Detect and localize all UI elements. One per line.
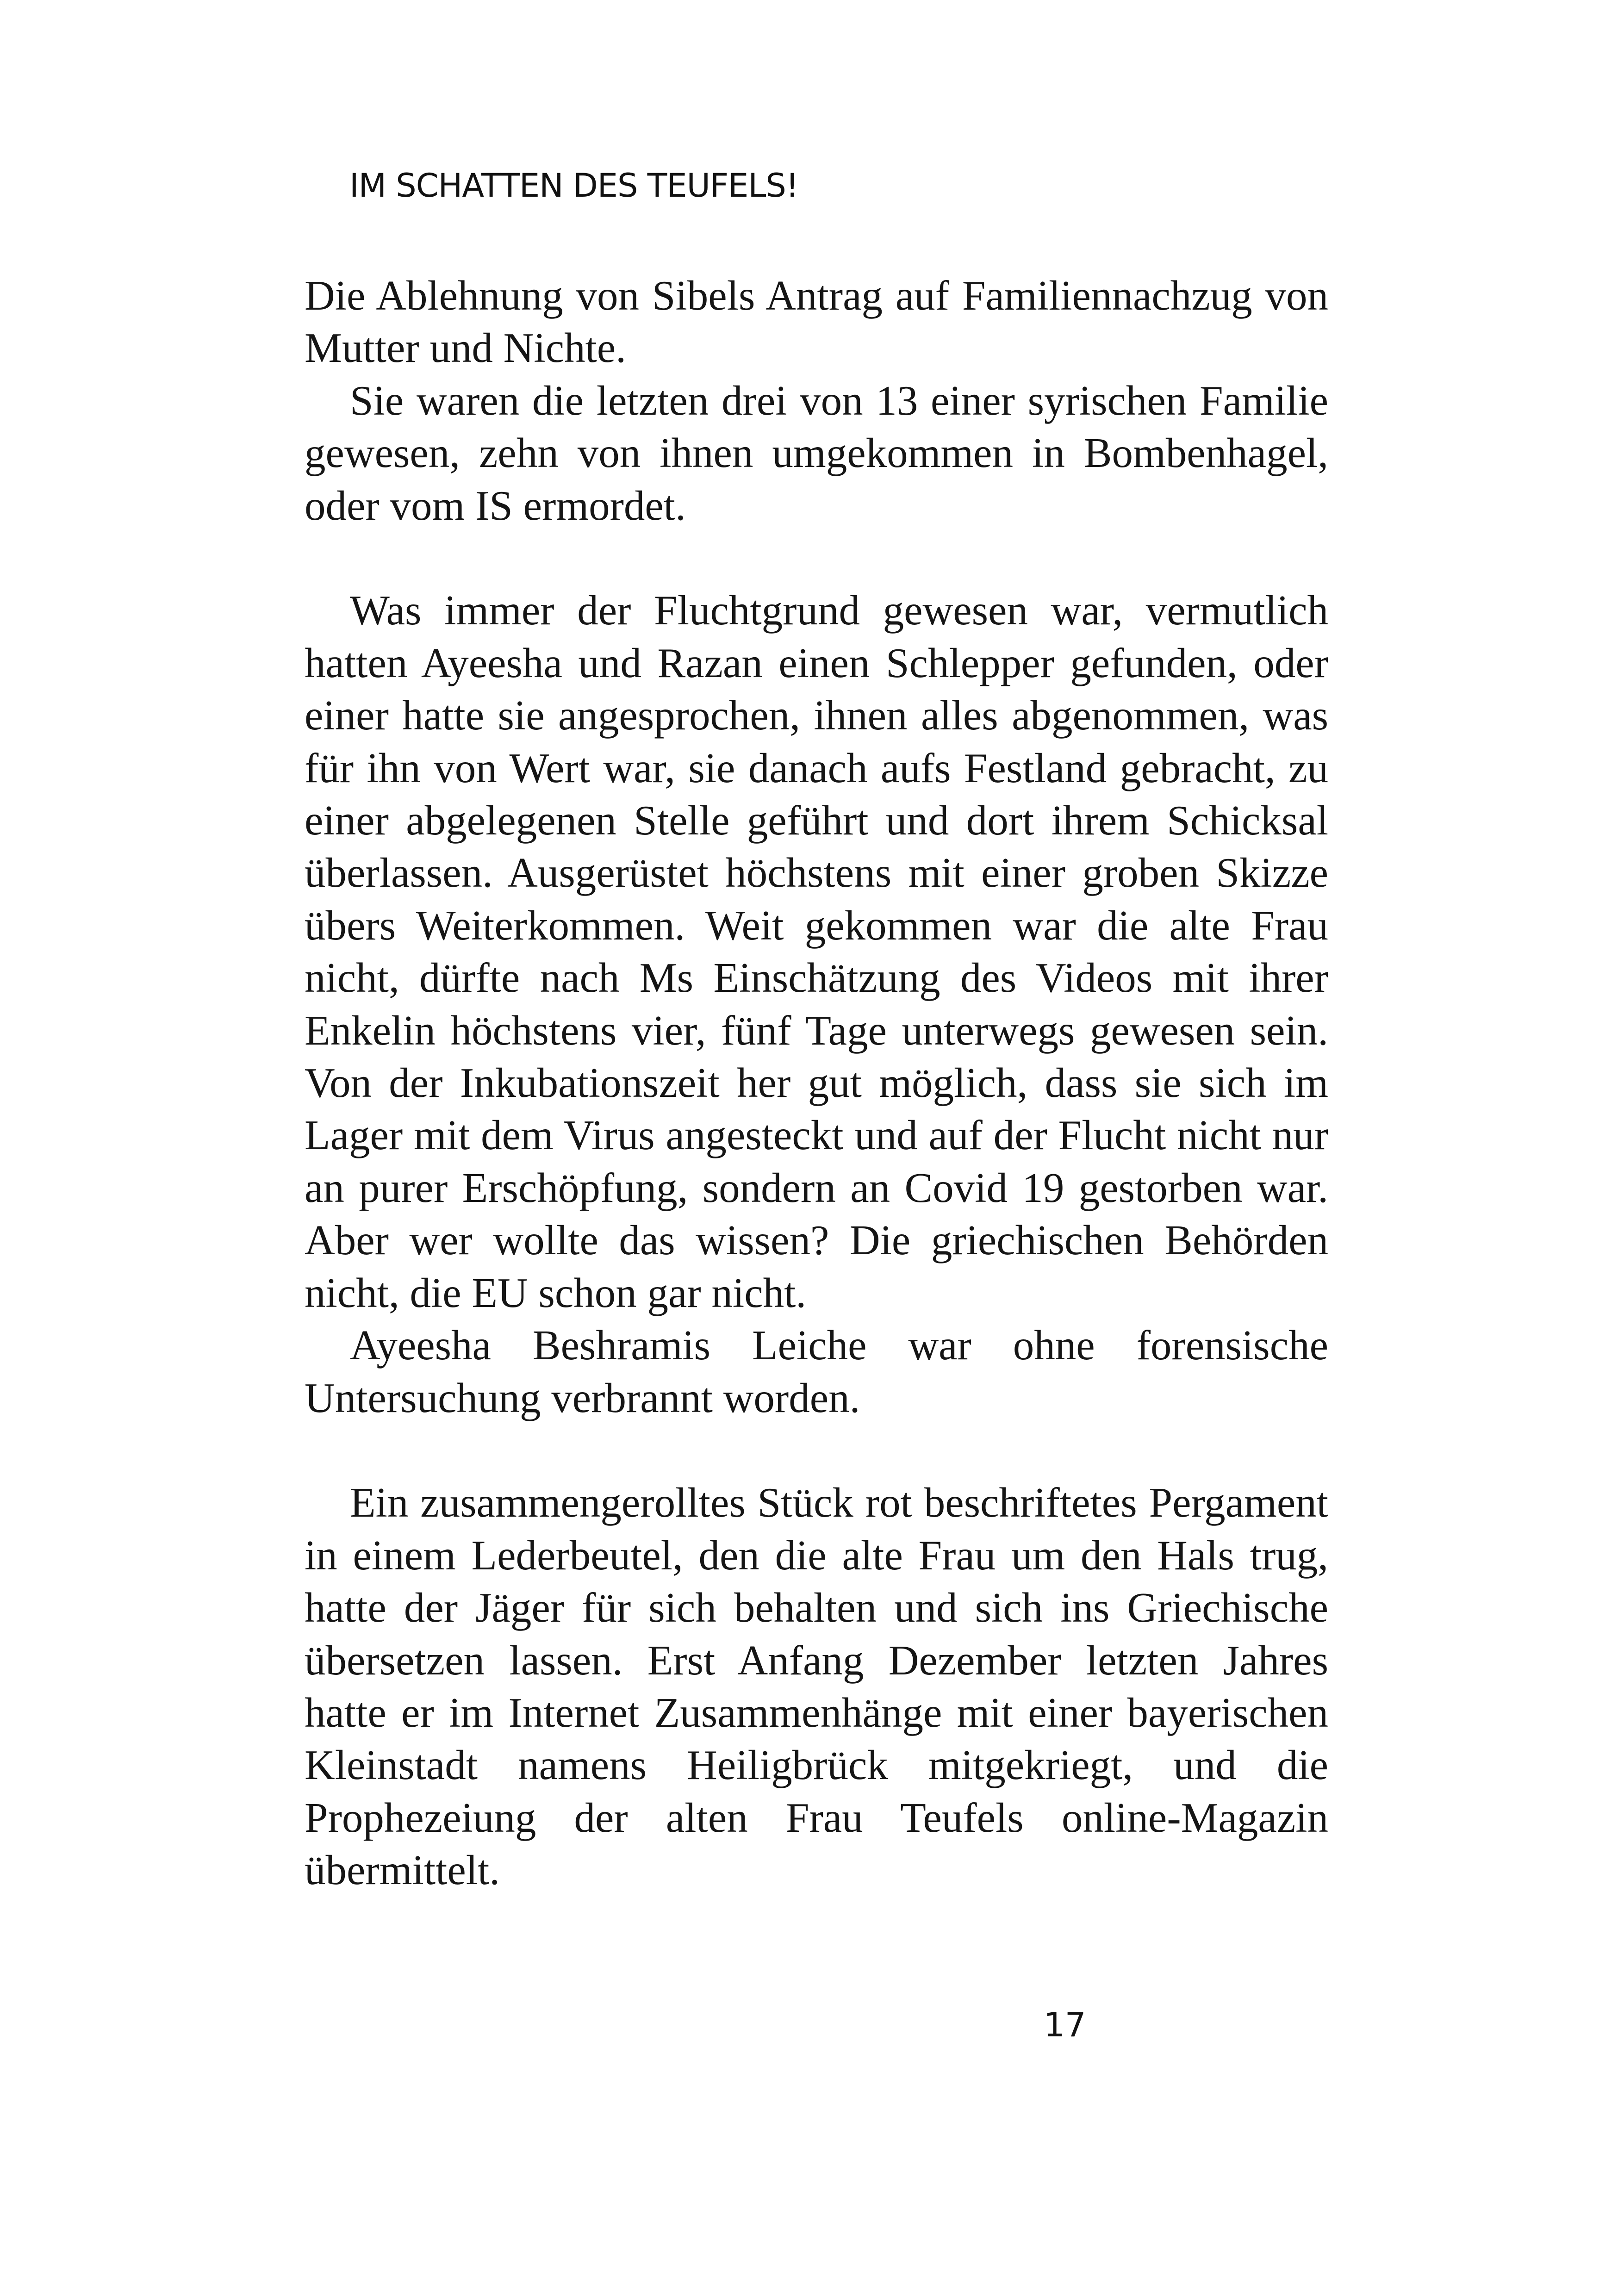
running-header: IM SCHATTEN DES TEUFELS! [349,167,798,205]
paragraph-1: Die Ablehnung von Sibels Antrag auf Familiennachzug von Mutter und Nichte. [305,272,1328,372]
paragraph-2: Sie waren die letzten drei von 13 einer syrischen Familie gewesen, zehn von ihnen umgekommen in Bombenhagel, oder vom IS ermordet. [305,377,1328,529]
page-number: 17 [1044,2005,1086,2044]
paragraph-gap [305,532,1328,584]
paragraph-gap [305,1424,1328,1476]
paragraph-5: Ein zusammengerolltes Stück rot beschriftetes Pergament in einem Lederbeutel, den die alte Frau um den Hals trug, hatte der Jäger für sich behalten und sich ins Griechische übersetzen lassen. Erst Anfang Dezember letzten Jahres hatte er im Internet Zusammenhänge mit einer bayerischen Kleinstadt namens Heiligbrück mitgekriegt, und die Prophezeiung der alten Frau Teufels online-Magazin übermittelt. [305,1479,1328,1894]
paragraph-4: Ayeesha Beshramis Leiche war ohne forensische Untersuchung verbrannt worden. [305,1322,1328,1421]
body-text [305,269,1328,1897]
paragraph-3: Was immer der Fluchtgrund gewesen war, vermutlich hatten Ayeesha und Razan einen Schlepper gefunden, oder einer hatte sie angesprochen, ihnen alles abgenommen, was für ihn von Wert war, sie danach aufs Festland gebracht, zu einer abgelegenen Stelle geführt und dort ihrem Schicksal überlassen. Ausgerüstet höchstens mit einer groben Skizze übers Weiterkommen. Weit gekommen war die alte Frau nicht, dürfte nach Ms Einschätzung des Videos mit ihrer Enkelin höchstens vier, fünf Tage unterwegs gewesen sein. Von der Inkubationszeit her gut möglich, dass sie sich im Lager mit dem Virus angesteckt und auf der Flucht nicht nur an purer Erschöpfung, sondern an Covid 19 gestorben war. Aber wer wollte das wissen? Die griechischen Behörden nicht, die EU schon gar nicht. [305,587,1328,1316]
